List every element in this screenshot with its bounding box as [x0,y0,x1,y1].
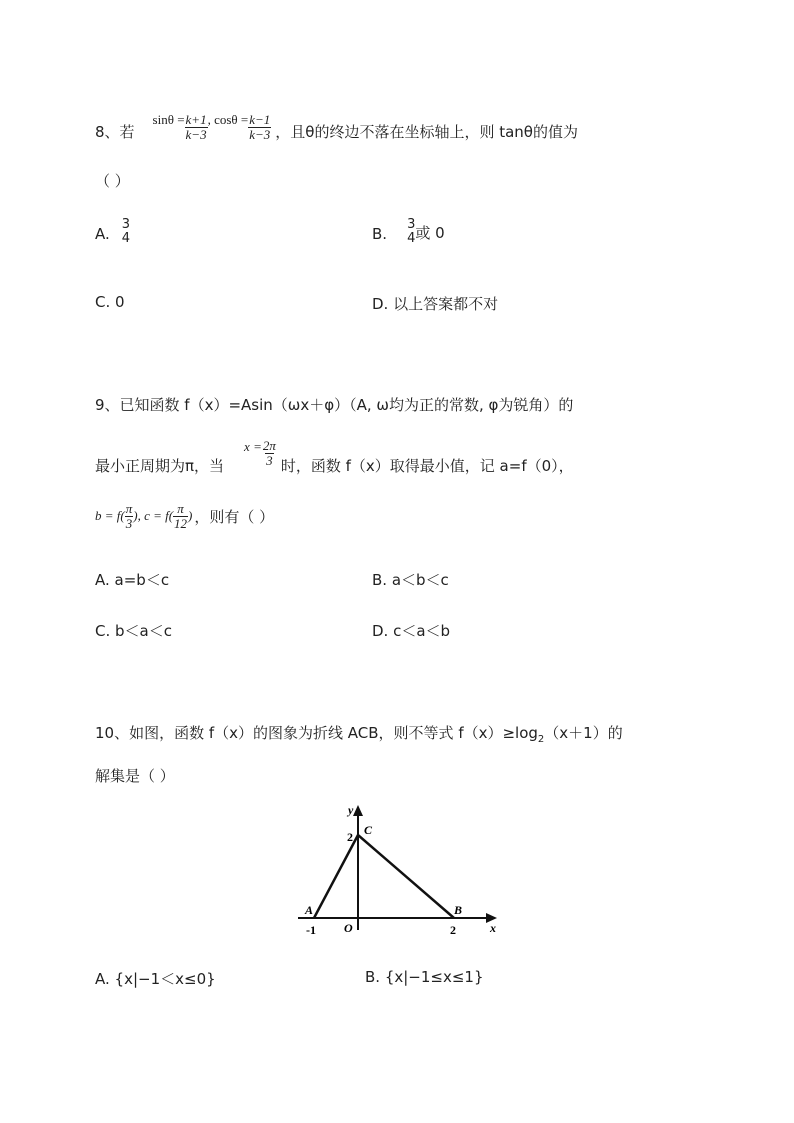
y-axis-label: y [348,803,354,817]
q10-option-a[interactable]: A. {x|−1＜x≤0} [95,970,216,988]
q8-option-d[interactable]: D. 以上答案都不对 [372,295,499,313]
q8-option-c[interactable]: C. 0 [95,293,125,311]
q9-line1: 9、已知函数 f（x）=Asin（ωx＋φ）（A, ω均为正的常数, φ为锐角）的 [95,396,574,414]
tick-y-2: 2 [347,830,353,844]
q10-option-b[interactable]: B. {x|−1≤x≤1} [365,968,484,986]
q8-text: ，且θ的终边不落在坐标轴上，则 tanθ的值为 [275,122,578,141]
point-c-label: C [364,823,373,837]
q9-line2: 最小正周期为π，当 x = $\frac{2\pi}{3}$ 时，函数 f（x）取得最小值，记 a=f（0）， [95,437,574,475]
q8-sin-fraction: $\frac{k+1}{k-3}$ [185,111,207,142]
q8-number: 8、若 [95,122,135,141]
y-axis-arrow [353,805,363,816]
tick-x-neg1: -1 [306,923,316,937]
polyline-acb [314,835,454,918]
point-a-label: A [305,903,314,917]
x-axis-label: x [490,921,496,935]
q8-option-a[interactable]: A. 3 4 [95,217,131,246]
q8-option-b-fraction: 3 4 [407,217,416,246]
q9-option-b[interactable]: B. a＜b＜c [372,571,449,589]
point-b-label: B [454,903,463,917]
q8-stem [95,108,578,154]
q8-paren: （ ） [95,172,130,190]
q10-line2: 解集是（ ） [95,767,175,785]
q8-option-a-fraction: 3 4 [121,217,131,246]
q8-sin-label: sinθ = [152,112,185,127]
q9-c-fraction: $\frac{\pi}{12}$ [174,500,188,531]
q8-cos-fraction: $\frac{k-1}{k-3}$ [249,111,271,142]
q9-option-d[interactable]: D. c＜a＜b [372,622,451,640]
q10-line1: 10、如图，函数 f（x）的图象为折线 ACB，则不等式 $f(x)\ge\log_2(x+1)$的 [95,724,623,745]
tick-x-2: 2 [450,923,456,937]
origin-label: O [344,921,353,935]
q9-line3: b = f( $\frac{\pi}{3}$ ), c = f( $\frac{\pi}{12}$ ) ，则有（ ） [95,500,275,531]
q9-option-a[interactable]: A. a=b＜c [95,571,170,589]
q8-option-b[interactable]: B. 3 4 或 0 [372,217,445,246]
q10-figure [290,800,510,940]
q9-b-fraction: $\frac{\pi}{3}$ [125,500,133,531]
q9-option-c[interactable]: C. b＜a＜c [95,622,172,640]
q9-x-fraction: $\frac{2\pi}{3}$ [262,437,276,468]
q8-cos-label: , cosθ = [207,112,249,127]
